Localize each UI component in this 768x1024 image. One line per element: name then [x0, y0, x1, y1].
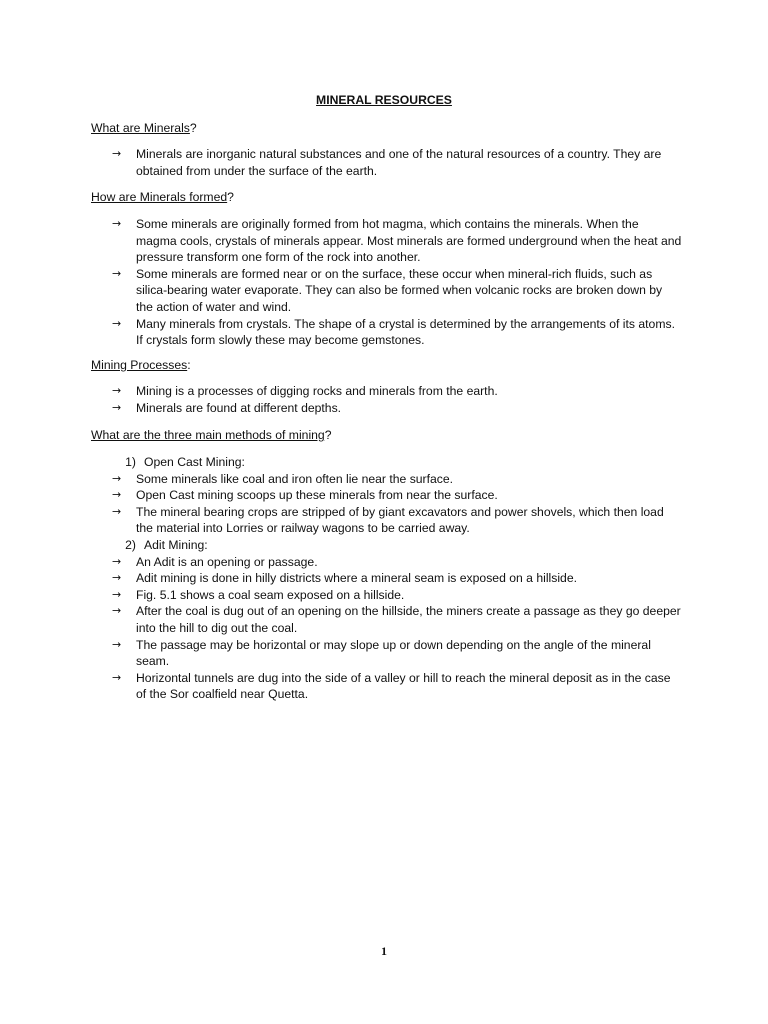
list-item-text: The mineral bearing crops are stripped of by giant excavators and power shovels, which then load the material into Lorries or railway wagons to be carried away.	[136, 504, 664, 536]
section-heading-what-are-minerals	[91, 120, 197, 136]
heading-suffix: :	[187, 358, 191, 372]
list-item-text: Adit mining is done in hilly districts where a mineral seam is exposed on a hillside.	[136, 571, 577, 586]
list-item-text: After the coal is dug out of an opening on the hillside, the miners create a passage as they go deeper into the hill to dig out the coal.	[136, 604, 681, 635]
list-item-text: An Adit is an opening or passage.	[136, 554, 318, 569]
arrow-bullet-icon: →	[112, 504, 122, 518]
method-heading-adit	[112, 537, 682, 554]
bullet-list-mining-methods	[112, 454, 682, 703]
arrow-bullet-icon: →	[112, 488, 122, 502]
list-item	[112, 637, 682, 670]
arrow-bullet-icon: →	[112, 604, 122, 618]
list-item-text: Minerals are inorganic natural substances and one of the natural resources of a country. They are obtained from under the surface of the earth.	[136, 147, 662, 178]
heading-text: How are Minerals formed	[91, 190, 228, 204]
list-item-text: Mining is a processes of digging rocks and minerals from the earth.	[136, 384, 498, 398]
arrow-bullet-icon: →	[112, 637, 122, 651]
list-item	[112, 383, 682, 400]
list-item-text: Open Cast mining scoops up these minerals from near the surface.	[136, 488, 498, 503]
list-item	[112, 554, 682, 571]
list-item-text: Some minerals like coal and iron often lie near the surface.	[136, 471, 454, 486]
list-item	[112, 603, 682, 636]
list-item	[112, 146, 682, 179]
arrow-bullet-icon: →	[112, 316, 122, 330]
list-item	[112, 266, 682, 316]
list-item-text: Some minerals are formed near or on the surface, these occur when mineral-rich fluids, such as silica-bearing water evaporate. They can also be formed when volcanic rocks are broken down by the action of water and wind.	[136, 266, 663, 314]
section-heading-mining-processes	[91, 357, 191, 373]
arrow-bullet-icon: →	[112, 217, 122, 230]
list-item-text: The passage may be horizontal or may slope up or down depending on the angle of the mineral seam.	[136, 637, 651, 669]
section-heading-three-main-methods	[91, 427, 332, 443]
bullet-list-how-are-minerals-formed	[112, 216, 682, 349]
page-number: 1	[381, 944, 387, 958]
arrow-bullet-icon: →	[112, 571, 122, 585]
arrow-bullet-icon: →	[112, 266, 122, 280]
list-item-text: Many minerals from crystals. The shape of a crystal is determined by the arrangements of its atoms. If crystals form slowly these may become gemstones.	[136, 316, 675, 348]
list-item	[112, 316, 682, 349]
arrow-bullet-icon: →	[112, 384, 122, 397]
list-item-text: Some minerals are originally formed from hot magma, which contains the minerals. When the magma cools, crystals of minerals appear. Most minerals are formed underground when the heat and pressure transform one form of the rock into another.	[136, 217, 682, 265]
method-label: Adit Mining:	[144, 537, 208, 552]
arrow-bullet-icon: →	[112, 670, 122, 684]
list-item	[112, 570, 682, 587]
arrow-bullet-icon: →	[112, 400, 122, 414]
method-number: 1)	[125, 455, 136, 469]
bullet-list-mining-processes	[112, 383, 682, 416]
arrow-bullet-icon: →	[112, 587, 122, 601]
arrow-bullet-icon: →	[112, 147, 122, 160]
list-item	[112, 487, 682, 504]
arrow-bullet-icon: →	[112, 471, 122, 485]
section-heading-how-are-minerals-formed	[91, 189, 234, 205]
method-label: Open Cast Mining:	[144, 455, 245, 469]
page-title: MINERAL RESOURCES	[316, 93, 452, 107]
heading-text: Mining Processes	[91, 358, 188, 372]
heading-suffix: ?	[189, 121, 197, 135]
heading-text: What are Minerals	[91, 121, 190, 135]
list-item	[112, 670, 682, 703]
list-item	[112, 504, 682, 537]
method-heading-open-cast	[112, 454, 682, 471]
list-item	[112, 471, 682, 488]
bullet-list-what-are-minerals	[112, 146, 682, 179]
list-item	[112, 587, 682, 604]
list-item-text: Minerals are found at different depths.	[136, 400, 342, 415]
list-item	[112, 216, 682, 266]
list-item	[112, 400, 682, 417]
arrow-bullet-icon: →	[112, 554, 122, 568]
list-item-text: Horizontal tunnels are dug into the side of a valley or hill to reach the mineral deposit as in the case of the Sor coalfield near Quetta.	[136, 670, 671, 702]
heading-suffix: ?	[227, 190, 234, 204]
method-number: 2)	[125, 537, 136, 552]
heading-text: What are the three main methods of mining	[91, 428, 325, 442]
heading-suffix: ?	[324, 428, 332, 442]
list-item-text: Fig. 5.1 shows a coal seam exposed on a hillside.	[136, 587, 405, 602]
